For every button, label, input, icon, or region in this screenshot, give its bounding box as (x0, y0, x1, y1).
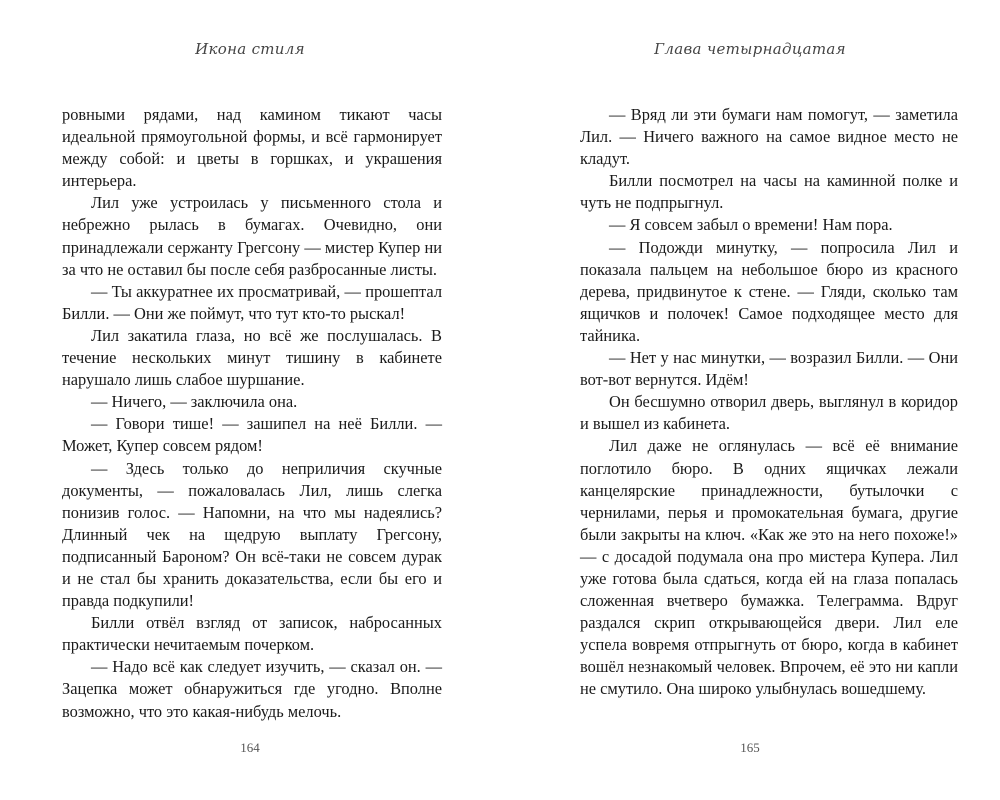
paragraph: — Я совсем забыл о времени! Нам пора. (609, 215, 893, 235)
paragraph: Лил уже устроилась у письменного стола и небрежно рылась в бумагах. Очевидно, они принадлежали сержанту Грегсону — мистер Купер ни за что не оставил бы после себя разбросанные листы. (62, 193, 442, 279)
paragraph: Билли посмотрел на часы на каминной полке и чуть не подпрыгнул. (580, 171, 958, 213)
paragraph: — Ты аккуратнее их просматривай, — прошептал Билли. — Они же поймут, что тут кто-то рыскал! (62, 281, 442, 323)
left-text-block (62, 104, 442, 723)
right-text-block (580, 104, 958, 701)
paragraph: — Надо всё как следует изучить, — сказал он. — Зацепка может обнаружиться где угодно. Вполне возможно, что это какая-нибудь мелочь. (62, 657, 442, 721)
paragraph: Лил даже не оглянулась — всё её внимание поглотило бюро. В одних ящичках лежали канцелярские принадлежности, бутылочки с чернилами, перья и промокательная бумага, другие были закрыты на ключ. «Как же это на него похоже!» — с досадой подумала она про мистера Купера. Лил уже готова была сдаться, когда ей на глаза попалась сложенная вчетверо бумажка. Телеграмма. Вдруг раздался скрип открывающейся двери. Лил еле успела вовремя отпрыгнуть от бюро, когда в кабинет вошёл незнакомый человек. Впрочем, её это ни капли не смутило. Она широко улыбнулась вошедшему. (580, 436, 958, 699)
right-page (500, 0, 1000, 800)
left-running-header: Икона стиля (195, 40, 305, 58)
paragraph: — Подожди минутку, — попросила Лил и показала пальцем на небольшое бюро из красного дерева, придвинутое к стене. — Гляди, сколько там ящичков и полочек! Самое подходящее место для тайника. (580, 237, 958, 345)
right-running-header: Глава четырнадцатая (654, 40, 846, 58)
paragraph: — Нет у нас минутки, — возразил Билли. — Они вот-вот вернутся. Идём! (580, 348, 958, 390)
paragraph: Он бесшумно отворил дверь, выглянул в коридор и вышел из кабинета. (580, 392, 958, 434)
right-page-number: 165 (740, 740, 760, 755)
paragraph: — Здесь только до неприличия скучные документы, — пожаловалась Лил, лишь слегка понизив голос. — Напомни, на что мы надеялись? Длинный чек на щедрую выплату Грегсону, подписанный Бароном? Он всё-таки не совсем дурак и не стал бы хранить доказательства, если бы его и правда подкупили! (62, 458, 442, 611)
left-page-number: 164 (240, 740, 260, 755)
paragraph: Билли отвёл взгляд от записок, набросанных практически нечитаемым почерком. (62, 613, 442, 655)
paragraph: Лил закатила глаза, но всё же послушалась. В течение нескольких минут тишину в кабинете нарушало лишь слабое шуршание. (62, 325, 442, 390)
paragraph: — Вряд ли эти бумаги нам помогут, — заметила Лил. — Ничего важного на самое видное место не кладут. (580, 105, 958, 169)
paragraph: — Ничего, — заключила она. (91, 392, 298, 412)
paragraph: — Говори тише! — зашипел на неё Билли. — Может, Купер совсем рядом! (62, 414, 442, 456)
paragraph: ровными рядами, над камином тикают часы идеальной прямоугольной формы, и всё гармонирует между собой: и цветы в горшках, и украшения интерьера. (62, 105, 442, 191)
